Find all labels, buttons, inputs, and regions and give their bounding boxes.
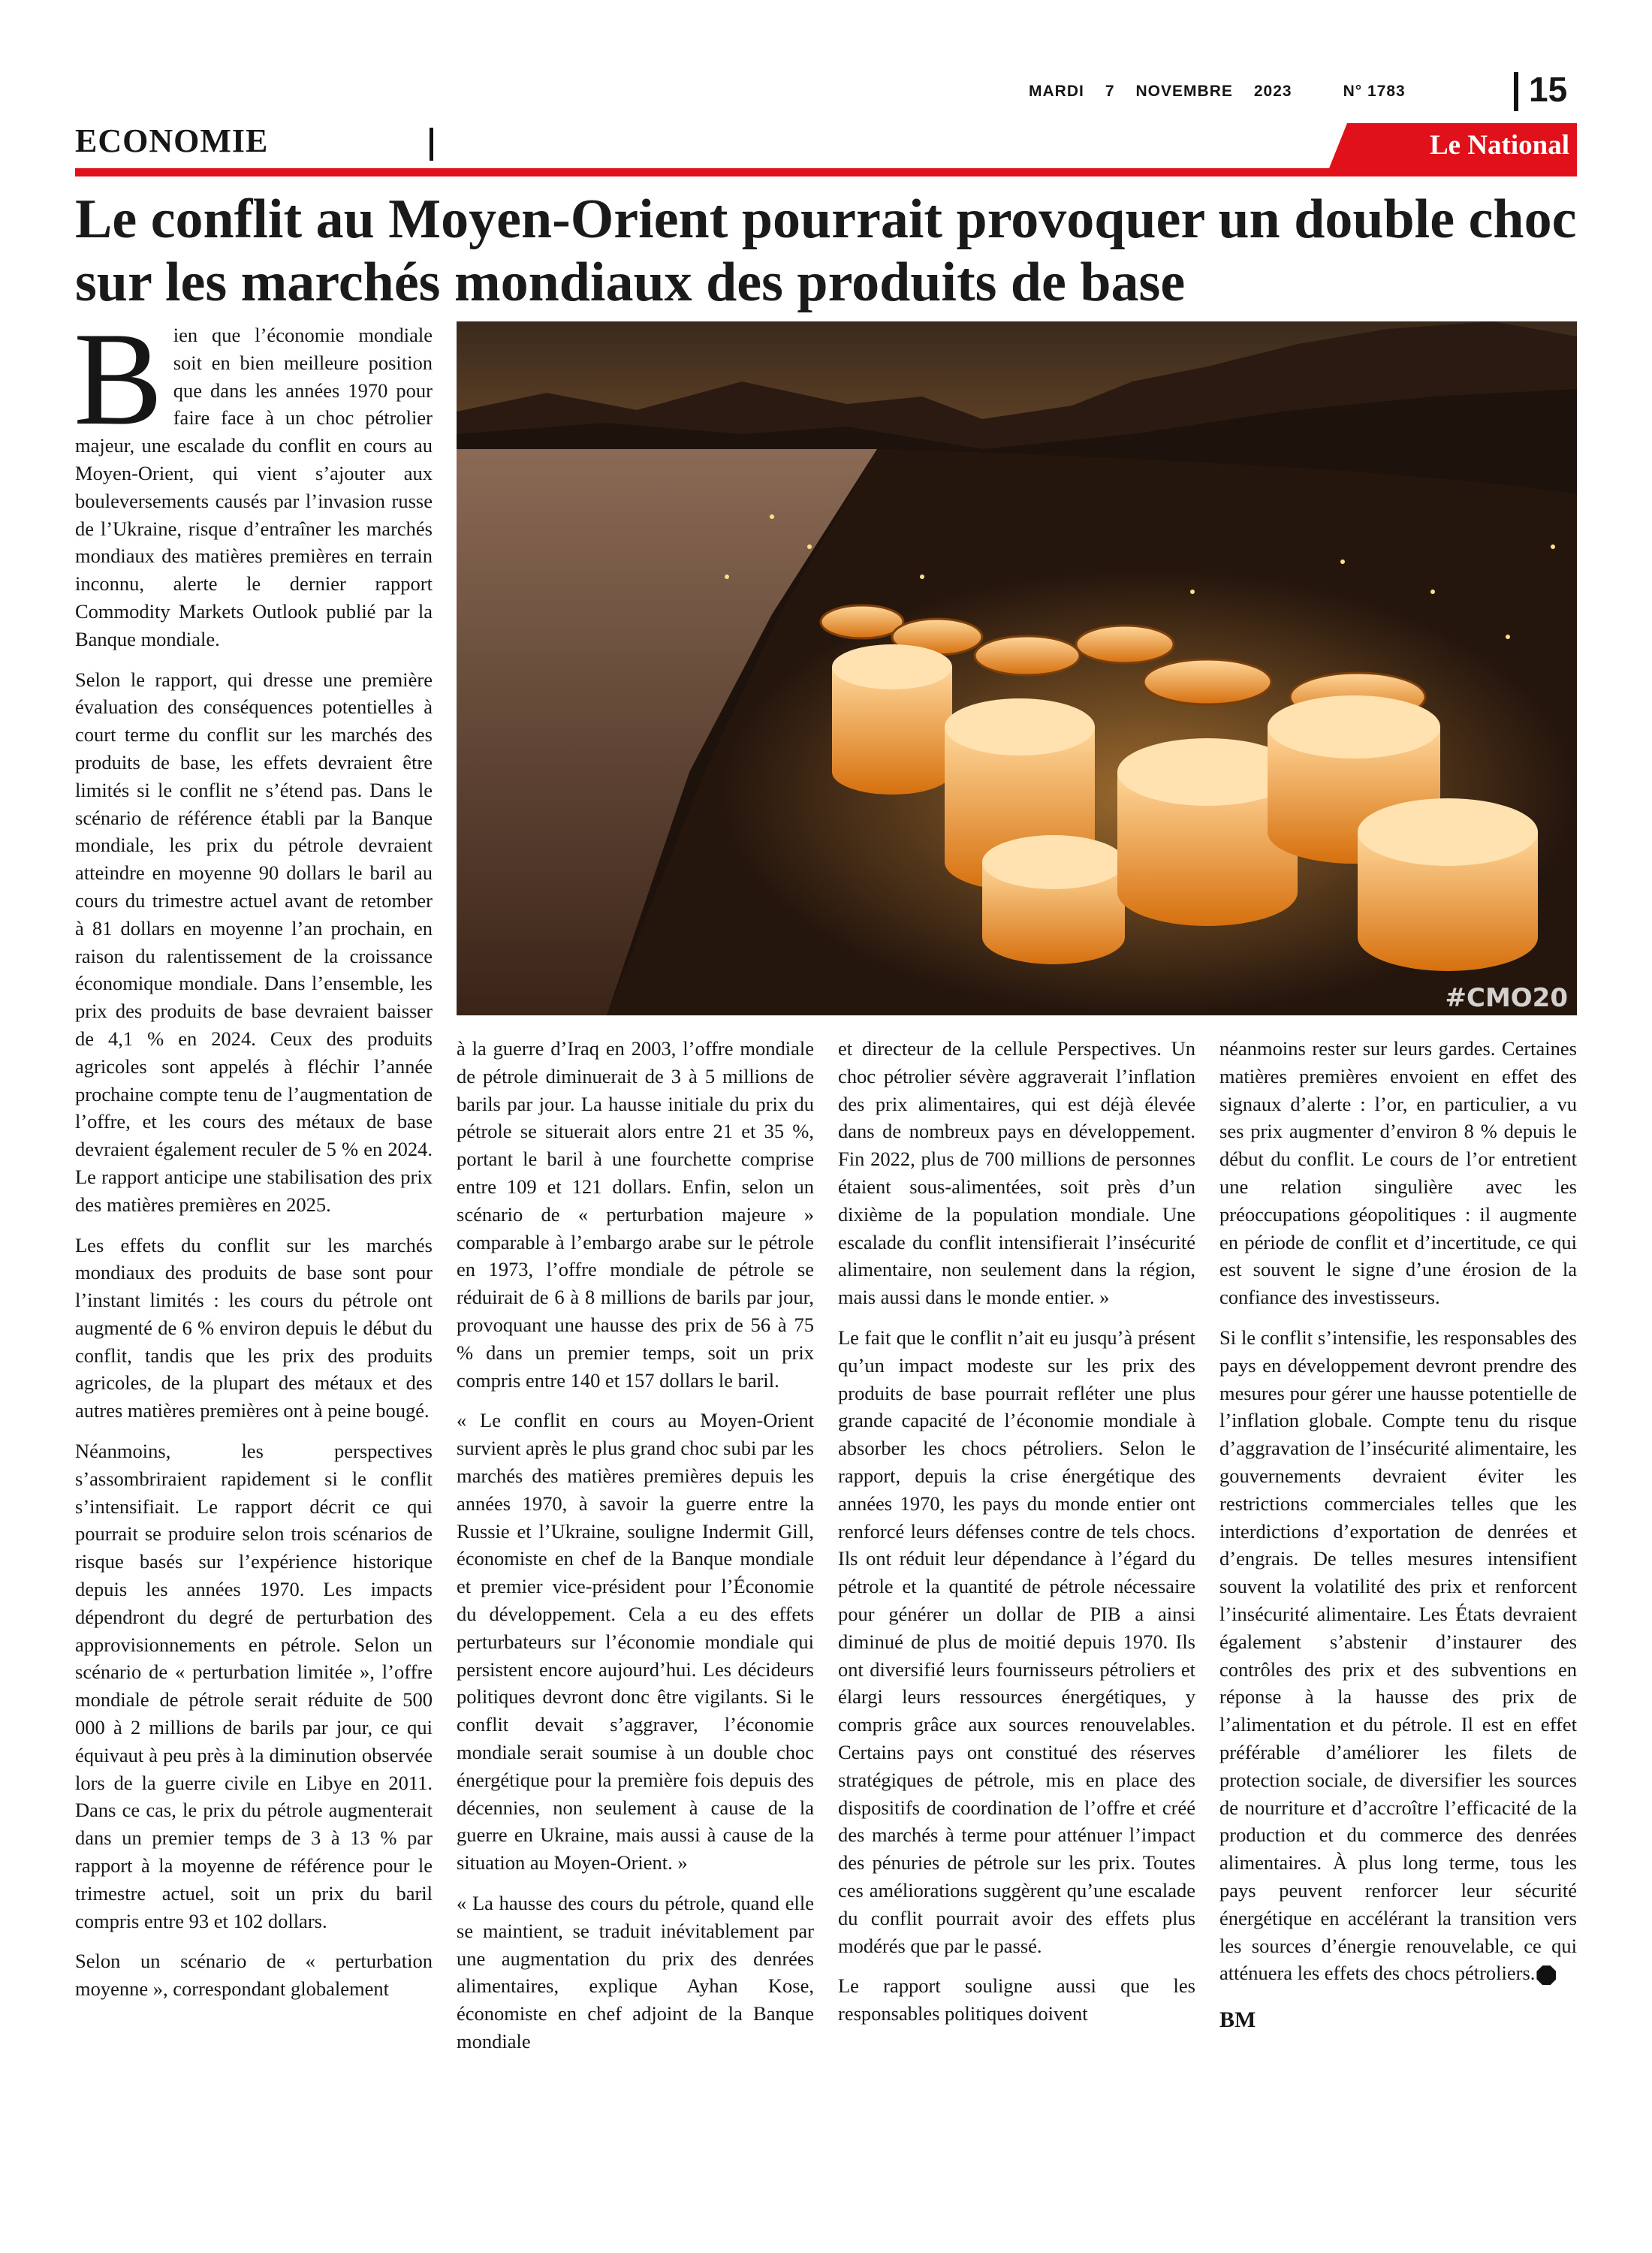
article-column-3 — [838, 1035, 1195, 2040]
page-number-divider — [1514, 72, 1518, 111]
paragraph-6-quote: « Le conflit en cours au Moyen-Orient survient après le plus grand choc subi par les marchés des matières premières depuis les années 1970, à savoir la guerre entre la Russie et l’Ukraine, souligne Indermit Gill, économiste en chef de la Banque mondiale et premier vice-président pour l’Économie du développement. Cela a eu des effets perturbateurs sur l’économie mondiale qui persistent encore aujourd’hui. Les décideurs politiques devront donc être vigilants. Si le conflit devait s’aggraver, l’économie mondiale serait soumise à un double choc énergétique pour la première fois depuis des décennies, non seulement à cause de la guerre en Ukraine, mais aussi à cause de la situation au Moyen-Orient. » — [457, 1409, 814, 1874]
issue-date-number: 7 — [1105, 83, 1115, 100]
issue-month: NOVEMBRE — [1135, 83, 1233, 100]
paragraph-5-start: Selon un scénario de « perturbation moyenne », correspondant globalement — [75, 1950, 433, 2001]
page-number: 15 — [1529, 70, 1568, 109]
photo-watermark: #CMO20 — [1445, 983, 1568, 1013]
paragraph-7-start: « La hausse des cours du pétrole, quand elle se maintient, se traduit inévitablement par une augmentation du prix des denrées alimentaires, explique Ayhan Kose, économiste en chef adjoint de la Banque mondiale — [457, 1891, 814, 2052]
paragraph-8: Le fait que le conflit n’ait eu jusqu’à présent qu’un impact modeste sur les prix des produits de base pourrait refléter une plus grande capacité de l’économie mondiale à absorber les chocs pétroliers. Selon le rapport, depuis la crise énergétique des années 1970, les pays du monde entier ont renforcé leurs défenses contre de tels chocs. Ils ont réduit leur dépendance à l’égard du pétrole et la quantité de pétrole nécessaire pour générer un dollar de PIB a ainsi diminué de plus de moitié depuis 1970. Ils ont diversifié leurs fournisseurs pétroliers et élargi leurs ressources énergétiques, y compris grâce aux sources renouvelables. Certains pays ont constitué des réserves stratégiques de pétrole, mis en place des dispositifs de coordination de l’offre et créé des marchés à terme pour atténuer l’impact des pénuries de pétrole sur les prix. Toutes ces améliorations suggèrent qu’une escalade du conflit pourrait avoir des effets plus modérés que par le passé. — [838, 1326, 1195, 1957]
author-signature: BM — [1219, 2007, 1256, 2033]
paragraph-7-end: et directeur de la cellule Perspectives. Un choc pétrolier sévère aggraverait l’inflation des prix alimentaires, qui est déjà élevée dans de nombreux pays en développement. Fin 2022, plus de 700 millions de personnes étaient sous-alimentées, soit près d’un dixième de la population mondiale. Une escalade du conflit intensifierait l’insécurité alimentaire, non seulement dans la région, mais aussi dans le monde entier. » — [838, 1037, 1195, 1309]
article-column-4 — [1219, 1035, 1577, 2034]
drop-cap: B — [74, 304, 163, 453]
issue-date — [1029, 83, 1427, 101]
paragraph-9-end: néanmoins rester sur leurs gardes. Certaines matières premières envoient en effet des signaux d’alerte : l’or, en particulier, a vu ses prix augmenter d’environ 8 % depuis le début du conflit. Le cours de l’or entretient une relation singulière avec les préoccupations géopolitiques : il augmente en période de conflit et d’incertitude, ce qui est souvent le signe d’une érosion de la confiance des investisseurs. — [1219, 1037, 1577, 1309]
brand-name: Le National — [1429, 130, 1569, 161]
paragraph-10-text: Si le conflit s’intensifie, les responsables des pays en développement devront prendre des mesures pour gérer une hausse potentielle de l’inflation globale. Compte tenu du risque d’aggravation de l’insécurité alimentaire, les gouvernements devraient éviter les restrictions commerciales telles que les interdictions d’exportation de denrées et d’engrais. De telles mesures intensifient souvent la volatilité des prix et renforcent l’insécurité alimentaire. Les États devraient également s’abstenir d’instaurer des contrôles des prix et des subventions en réponse à la hausse des prix de l’alimentation et du pétrole. Il est en effet préférable d’améliorer les filets de protection sociale, de diversifier les sources de nourriture et d’accroître l’efficacité de la production et du commerce des denrées alimentaires. À plus long terme, tous les pays peuvent renforcer leur sécurité énergétique en accélérant la transition vers les sources d’énergie renouvelable, ce qui atténuera les effets des chocs pétroliers. — [1219, 1326, 1577, 1985]
section-title: ECONOMIE — [75, 122, 269, 159]
issue-year: 2023 — [1253, 83, 1292, 100]
article-headline: Le conflit au Moyen-Orient pourrait provoquer un double choc sur les marchés mondiaux des produits de base — [75, 189, 1577, 313]
issue-day: MARDI — [1029, 83, 1084, 100]
paragraph-4: Néanmoins, les perspectives s’assombriraient rapidement si le conflit s’intensifiait. Le rapport décrit ce qui pourrait se produire selon trois scénarios de risque basés sur l’expérience historique depuis les années 1970. Les impacts dépendront du degré de perturbation des approvisionnements en pétrole. Selon un scénario de « perturbation limitée », l’offre mondiale de pétrole serait réduite de 500 000 à 2 millions de barils par jour, ce qui équivaut à peu près à la diminution observée lors de la guerre civile en Libye en 2011. Dans ce cas, le prix du pétrole augmenterait dans un premier temps de 3 à 13 % par rapport à la moyenne de référence pour le trimestre actuel, soit un prix du baril compris entre 93 et 102 dollars. — [75, 1440, 433, 1932]
paragraph-1-text: ien que l’économie mondiale soit en bien meilleure position que dans les années 1970 pour faire face à un choc pétrolier majeur, une escalade du conflit en cours au Moyen-Orient, qui vient s’ajouter aux bouleversements causés par l’invasion russe de l’Ukraine, risque d’entraîner les marchés mondiaux des matières premières en terrain inconnu, alerte le dernier rapport Commodity Markets Outlook publié par la Banque mondiale. — [75, 324, 433, 650]
paragraph-5-end: à la guerre d’Iraq en 2003, l’offre mondiale de pétrole diminuerait de 3 à 5 millions de barils par jour. La hausse initiale du prix du pétrole se situerait alors entre 21 et 35 %, portant le baril à une fourchette comprise entre 109 et 121 dollars. Enfin, selon un scénario de « perturbation majeure » comparable à l’embargo arabe sur le pétrole en 1973, l’offre mondiale de pétrole se réduirait de 6 à 8 millions de barils par jour, provoquant une hausse des prix de 56 à 75 % dans un premier temps, soit un prix compris entre 140 et 157 dollars le baril. — [457, 1037, 814, 1392]
article-column-1 — [74, 304, 433, 2016]
article-photo — [457, 321, 1577, 1015]
paragraph-10 — [1219, 1324, 1577, 1987]
paragraph-3: Les effets du conflit sur les marchés mondiaux des produits de base sont pour l’instant limités : les cours du pétrole ont augmenté de 6 % environ depuis le début du conflit, tandis que les prix des produits agricoles, de la plupart des métaux et des autres matières premières ont à peine bougé. — [75, 1233, 433, 1422]
section-rule — [75, 168, 1577, 176]
section-divider — [430, 128, 433, 161]
paragraph-2: Selon le rapport, qui dresse une première évaluation des conséquences potentielles à court terme du conflit sur les marchés des produits de base, les effets devraient être limités si le conflit ne s’étend pas. Dans le scénario de référence établi par la Banque mondiale, les prix du pétrole devraient atteindre en moyenne 90 dollars le baril au cours du trimestre actuel avant de retomber à 81 dollars en moyenne l’an prochain, en raison du ralentissement de la croissance économique mondiale. Dans l’ensemble, les prix des produits de base devraient baisser de 4,1 % en 2024. Ceux des produits agricoles sont appelés à fléchir l’année prochaine compte tenu de l’augmentation de l’offre, et les cours des métaux de base devraient également reculer de 5 % en 2024. Le rapport anticipe une stabilisation des prix des matières premières en 2025. — [75, 668, 433, 1216]
issue-number: N° 1783 — [1343, 83, 1406, 100]
article-column-2 — [457, 1035, 814, 2068]
end-of-article-icon — [1536, 1965, 1556, 1985]
paragraph-9-start: Le rapport souligne aussi que les responsables politiques doivent — [838, 1974, 1195, 2025]
paragraph-1 — [74, 304, 433, 653]
